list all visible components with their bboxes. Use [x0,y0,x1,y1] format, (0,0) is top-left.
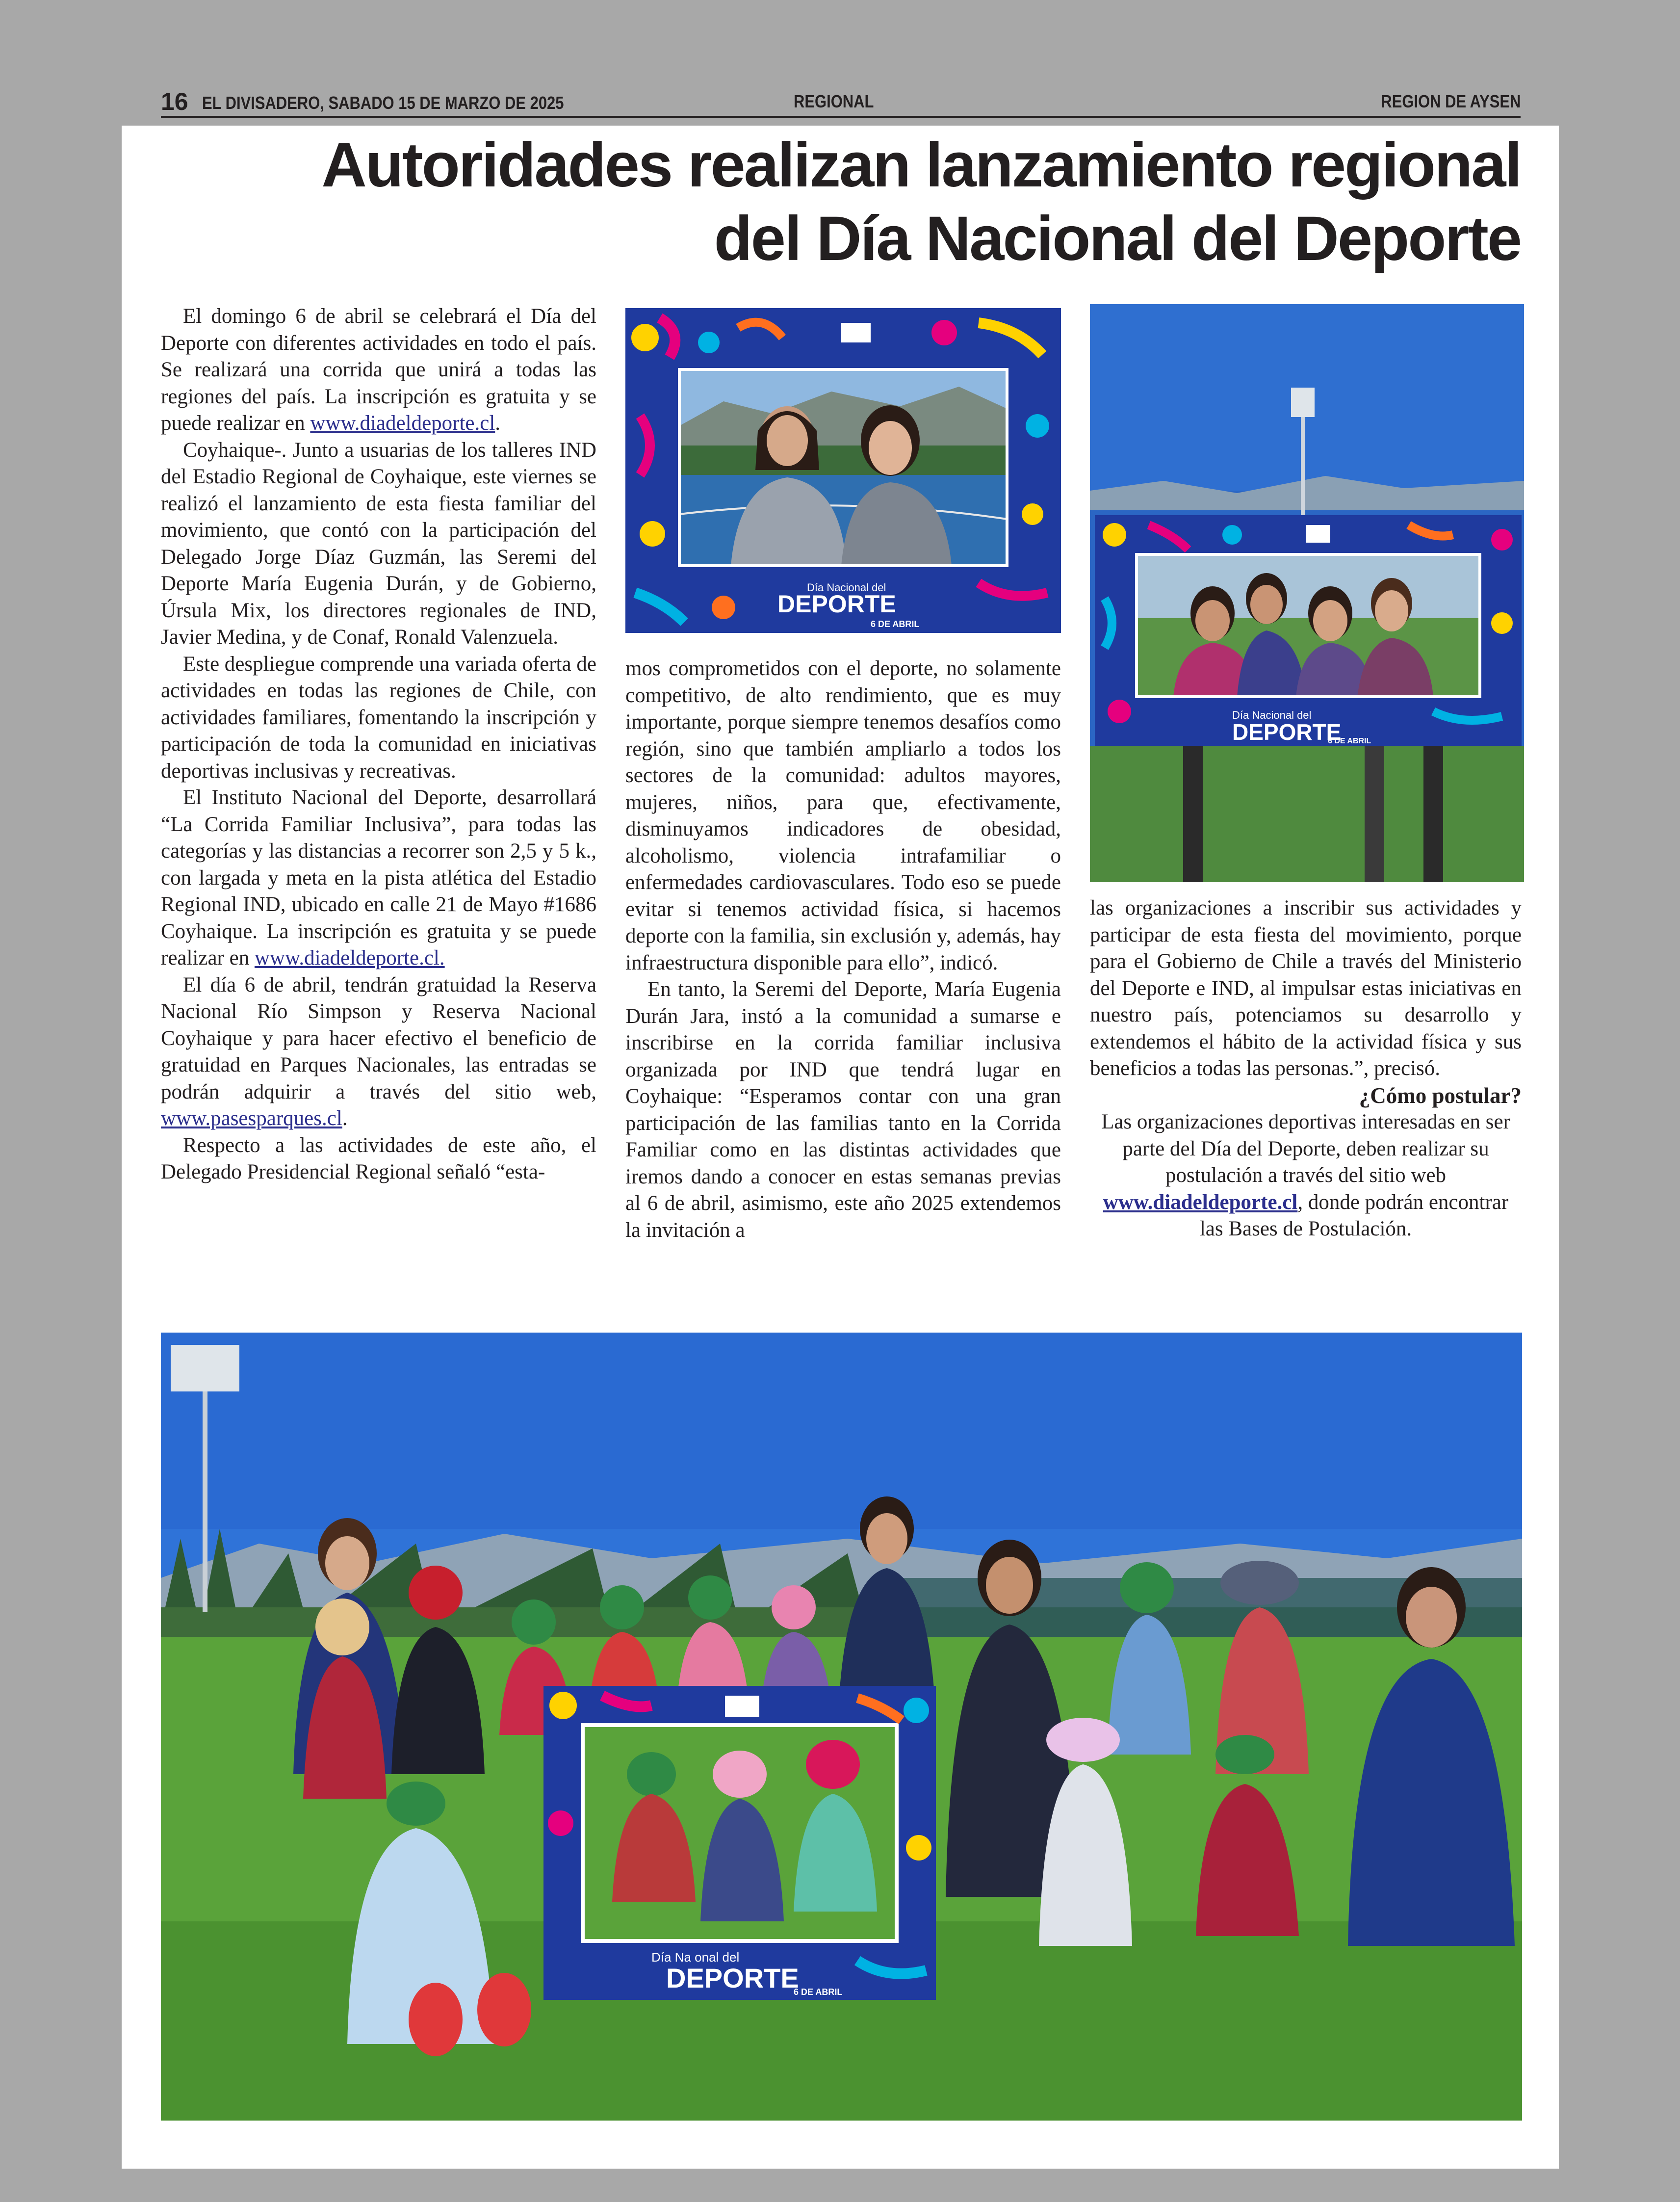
photo-children-group [161,1333,1522,2121]
headline-line-2: del Día Nacional del Deporte [714,204,1521,274]
frame-date-text: 6 DE ABRIL [1328,737,1371,745]
region-label: REGION DE AYSEN [1380,91,1521,111]
section-label: REGIONAL [794,91,874,111]
page-number: 16 [161,88,188,115]
paragraph: En tanto, la Seremi del Deporte, María Eugenia Durán Jara, instó a la comunidad a sumarse e inscribirse en la corrida familiar inclusiva organizada por IND que tendrá lugar en Coyhaique: “Esperamos contar con una gran participación de las familias tanto en la Corrida Familiar como en las distintas actividades que iremos dando a conocer en estas semanas previas al 6 de abril, asimismo, este año 2025 extendemos la invitación a [625,978,1061,1242]
link-pasesparques[interactable]: www.pasesparques.cl [161,1107,342,1130]
paragraph: El día 6 de abril, tendrán gratuidad la Reserva Nacional Río Simpson y Reserva Nacional Coyhaique y para hacer efectivo el beneficio de gratuidad en Parques Nacionales, las entradas se podrán adquirir a través del sitio web, www.pasesparques.cl. [161,973,596,1130]
article-column-3 [1090,895,1522,1243]
article-column-1 [161,303,596,1186]
frame-small-text: Día Nacional del [1232,709,1312,721]
frame-big-text: DEPORTE [666,1963,799,1993]
paragraph: El domingo 6 de abril se celebrará el Día del Deporte con diferentes actividades en todo el país. Se realizará una corrida que unirá a todas las regiones del país. La inscripción es gratuita y se puede realizar en www.diadeldeporte.cl. [161,305,596,435]
frame-big-text: DEPORTE [1232,719,1342,745]
article-column-2 [625,655,1061,1244]
paragraph: Este despliegue comprende una variada oferta de actividades en todas las regiones de Chile, con actividades familiares, fomentando la inscripción y participación de toda la comunidad en iniciativas deportivas inclusivas y recreativas. [161,652,596,783]
headline-line-1: Autoridades realizan lanzamiento regional [321,130,1521,200]
paragraph: mos comprometidos con el deporte, no solamente competitivo, de alto rendimiento, que es muy importante, porque siempre tenemos desafíos como región, sino que también ampliarlo a todos los sectores de la comunidad: adultos mayores, mujeres, niños, para que, efectivamente, disminuyamos indicadores de obesidad, alcoholismo, violencia intrafamiliar o enfermedades cardiovasculares. Todo eso se puede evitar si tenemos actividad física, si hacemos deporte con la familia, sin exclusión y, además, hay infraestructura disponible para ello”, indicó. [625,657,1061,974]
frame-small-text: Día Nacional del [807,581,886,594]
frame-date-text: 6 DE ABRIL [871,619,920,629]
paragraph: Respecto a las actividades de este año, el Delegado Presidencial Regional señaló “esta- [161,1133,596,1183]
paragraph: El Instituto Nacional del Deporte, desarrollará “La Corrida Familiar Inclusiva”, para todas las categorías y las distancias a recorrer son 2,5 y 5 k., con largada y meta en la pista atlética del Estadio Regional IND, ubicado en calle 21 de Mayo #1686 Coyhaique. La inscripción es gratuita y se puede realizar en www.diadeldeporte.cl. [161,786,596,970]
paragraph: Las organizaciones deportivas interesadas en ser parte del Día del Deporte, deben realizar su postulación a través del sitio web www.diadeldeporte.cl, donde podrán encontrar las Bases de Postulación. [1101,1110,1510,1240]
frame-small-text: Día Na onal del [651,1950,740,1965]
paragraph: las organizaciones a inscribir sus actividades y participar de esta fiesta del movimiento, porque para el Gobierno de Chile a través del Ministerio del Deporte e IND, al impulsar estas iniciativas en nuestro país, potenciamos su desarrollo y extendemos el hábito de la actividad física y sus beneficios a todas las personas.”, precisó. [1090,896,1522,1080]
link-diadeldeporte[interactable]: www.diadeldeporte.cl. [254,946,445,970]
page-header [161,87,1521,118]
headline [196,129,1521,276]
frame-date-text: 6 DE ABRIL [794,1987,843,1997]
subheading-como-postular: ¿Cómo postular? [1359,1083,1522,1108]
photo-two-women-frame [625,308,1061,633]
photo-women-group-frame [1090,304,1524,882]
paragraph: Coyhaique-. Junto a usuarias de los talleres IND del Estadio Regional de Coyhaique, este viernes se realizó el lanzamiento de esta fiesta familiar del movimiento, que contó con la participación del Delegado Jorge Díaz Guzmán, las Seremi del Deporte María Eugenia Durán, y de Gobierno, Úrsula Mix, los directores regionales de IND, Javier Medina, y de Conaf, Ronald Valenzuela. [161,438,596,649]
link-diadeldeporte[interactable]: www.diadeldeporte.cl [1103,1190,1298,1214]
link-diadeldeporte[interactable]: www.diadeldeporte.cl [310,412,495,435]
frame-big-text: DEPORTE [777,590,896,618]
publication-date: EL DIVISADERO, SABADO 15 DE MARZO DE 2025 [202,93,564,113]
